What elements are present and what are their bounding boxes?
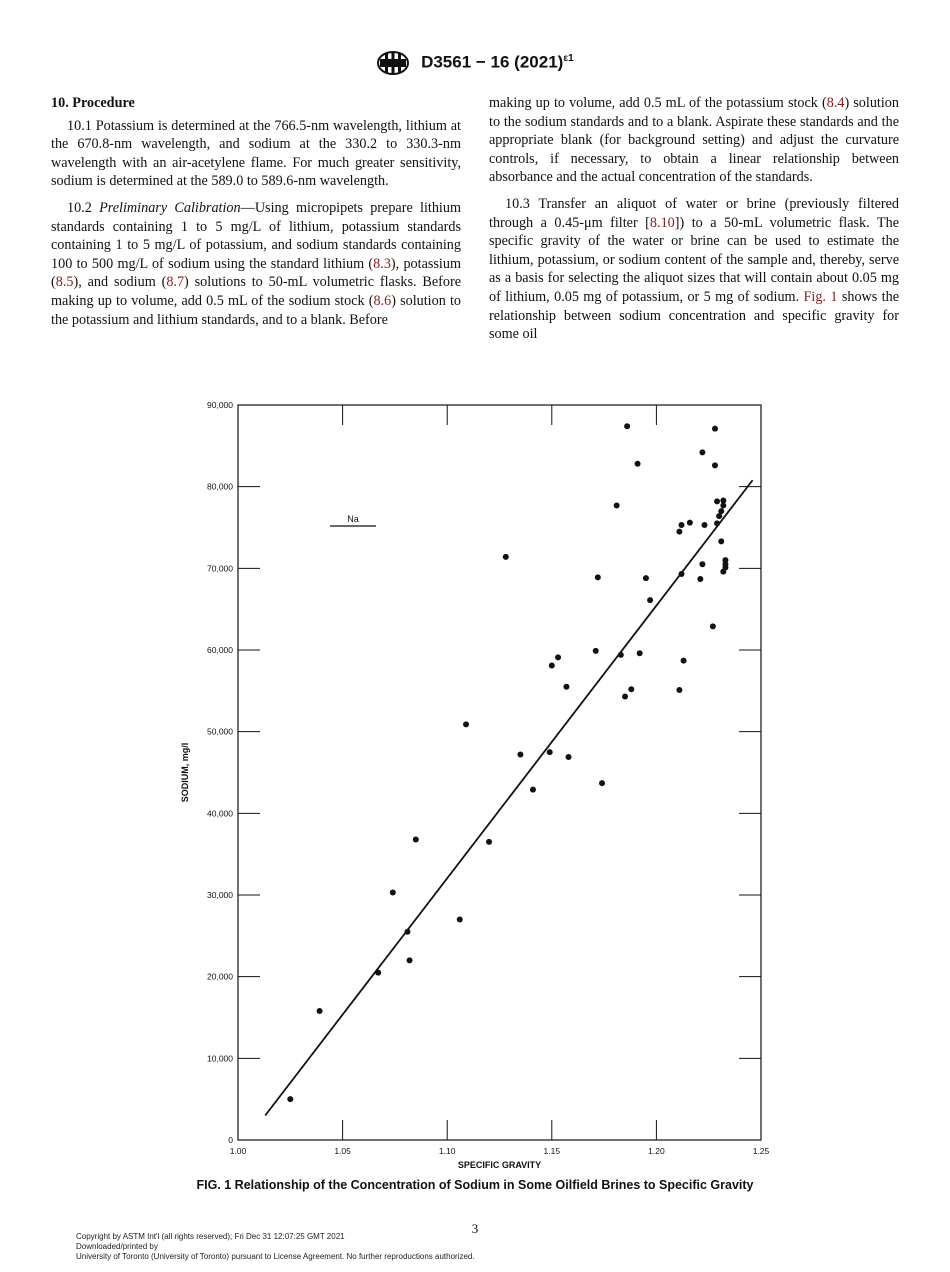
data-point — [702, 522, 708, 528]
data-point — [714, 520, 720, 526]
ref-link-fig-1[interactable]: Fig. 1 — [803, 288, 838, 305]
x-axis-label: SPECIFIC GRAVITY — [457, 1160, 542, 1170]
ref-link-8-6[interactable]: 8.6 — [373, 292, 392, 309]
y-tick-label: 20,000 — [207, 971, 233, 982]
data-point — [722, 557, 728, 563]
data-point — [599, 780, 605, 786]
ref-link-8-5[interactable]: 8.5 — [55, 274, 74, 291]
footer-line-2: Downloaded/printed by — [76, 1242, 158, 1251]
y-tick-label: 60,000 — [207, 645, 233, 655]
data-point — [697, 576, 703, 582]
y-tick-label: 70,000 — [207, 563, 233, 574]
data-point — [503, 554, 509, 560]
data-point — [517, 752, 523, 758]
y-tick-label: 10,000 — [207, 1053, 233, 1064]
data-point — [530, 787, 536, 793]
edition-superscript: ε1 — [563, 52, 574, 64]
data-point — [375, 970, 381, 976]
x-tick-label: 1.10 — [438, 1146, 456, 1156]
paragraph-10-3: 10.3 Transfer an aliquot of water or brine (previously filtered through a 0.45-μm filter [8.10]) to a 50-mL volumetric flask. The specific gravity of the water or brine can be used to estimate the lithium, potassium, or sodium content of the sample and, thereby, serve as a basis for selecting the aliquot sizes that will contain about 0.05 mg of lithium, 0.05 mg of potassium, or 5 mg of sodium. Fig. 1 shows the relationship between sodium concentration and specific gravity for some oil — [489, 195, 900, 343]
data-point — [563, 684, 569, 690]
copyright-footer — [76, 1232, 475, 1262]
data-point — [699, 561, 705, 567]
data-point — [679, 571, 685, 577]
data-point — [618, 652, 624, 658]
data-point — [712, 426, 718, 432]
y-tick-label: 0 — [228, 1135, 233, 1145]
y-tick-label: 90,000 — [207, 400, 233, 410]
ref-link-8-10[interactable]: 8.10 — [649, 214, 675, 231]
page-header — [0, 50, 950, 76]
data-point — [679, 522, 685, 528]
data-point — [714, 498, 720, 504]
data-point — [699, 449, 705, 455]
y-axis-label: SODIUM, mg/l — [180, 742, 190, 803]
ref-link-8-7[interactable]: 8.7 — [166, 274, 185, 291]
data-point — [676, 687, 682, 693]
ref-link-8-3[interactable]: 8.3 — [373, 255, 391, 272]
data-point — [463, 721, 469, 727]
data-point — [547, 749, 553, 755]
paragraph-10-1: 10.1 Potassium is determined at the 766.5-nm wavelength, lithium at the 670.8-nm wavelength, and sodium at the 330.2 to 330.3-nm wavelength with an air-acetylene flame. For much greater sensitivity, sodium is determined at the 589.0 to 589.6-nm wavelength. — [51, 117, 461, 190]
data-point — [549, 663, 555, 669]
data-point — [718, 538, 724, 544]
data-point — [593, 648, 599, 654]
y-tick-label: 30,000 — [207, 890, 233, 900]
preliminary-calibration-title: Preliminary Calibration — [99, 199, 241, 216]
data-point — [486, 839, 492, 845]
data-point — [407, 957, 413, 963]
ref-link-8-4[interactable]: 8.4 — [826, 95, 845, 111]
y-tick-label: 50,000 — [207, 726, 233, 737]
y-tick-label: 40,000 — [207, 808, 233, 819]
y-tick-label: 80,000 — [207, 481, 233, 492]
data-point — [676, 529, 682, 535]
x-tick-label: 1.20 — [648, 1146, 665, 1156]
data-point — [718, 508, 724, 514]
data-point — [595, 574, 601, 580]
data-point — [566, 754, 572, 760]
data-point — [404, 929, 410, 935]
data-point — [635, 461, 641, 467]
data-point — [710, 623, 716, 629]
data-point — [622, 694, 628, 700]
legend-label: Na — [347, 514, 359, 524]
data-point — [647, 597, 653, 603]
data-point — [287, 1096, 293, 1102]
data-point — [720, 502, 726, 508]
figure-caption: FIG. 1 Relationship of the Concentration of Sodium in Some Oilfield Brines to Specific Gravity — [196, 1178, 754, 1192]
data-point — [624, 423, 630, 429]
data-point — [687, 520, 693, 526]
plot-frame — [238, 405, 761, 1140]
standard-designation: D3561 − 16 (2021) — [421, 52, 564, 72]
data-point — [555, 654, 561, 660]
left-column — [51, 94, 461, 337]
section-heading: 10. Procedure — [51, 95, 135, 111]
x-tick-label: 1.05 — [334, 1146, 351, 1156]
x-tick-label: 1.25 — [752, 1146, 770, 1156]
data-point — [712, 462, 718, 468]
astm-logo-icon — [376, 50, 410, 76]
sodium-specific-gravity-chart — [170, 395, 780, 1175]
footer-line-3: University of Toronto (University of Toronto) pursuant to License Agreement. No further reproductions authorized. — [76, 1252, 475, 1261]
data-point — [317, 1008, 323, 1014]
data-point — [681, 658, 687, 664]
x-tick-label: 1.15 — [543, 1146, 561, 1156]
page-number: 3 — [471, 1221, 479, 1236]
paragraph-10-2-continued: making up to volume, add 0.5 mL of the potassium stock (8.4) solution to the sodium standards and to a blank. Aspirate these standards and the appropriate blank (for background setting) and adjust the curvature controls, if necessary, to obtain a linear relationship between absorbance and the actual concentration of the standards. — [489, 95, 899, 186]
data-point — [413, 836, 419, 842]
data-point — [628, 686, 634, 692]
data-point — [643, 575, 649, 581]
data-point — [614, 502, 620, 508]
data-point — [457, 917, 463, 923]
x-tick-label: 1.00 — [229, 1146, 247, 1156]
footer-line-1: Copyright by ASTM Int'l (all rights reserved); Fri Dec 31 12:07:25 GMT 2021 — [76, 1232, 345, 1241]
data-point — [637, 650, 643, 656]
right-column — [489, 94, 899, 352]
data-point — [390, 890, 396, 896]
paragraph-10-2: 10.2 Preliminary Calibration—Using micropipets prepare lithium standards containing 1 to 5 mg/L of lithium, potassium standards containing 1 to 5 mg/L of potassium, and sodium standards containing 100 to 500 mg/L of sodium using the standard lithium (8.3), potassium (8.5), and sodium (8.7) solutions to 50-mL volumetric flasks. Before making up to volume, add 0.5 mL of the sodium stock (8.6) solution to the potassium and lithium standards, and to a blank. Before — [51, 199, 462, 328]
